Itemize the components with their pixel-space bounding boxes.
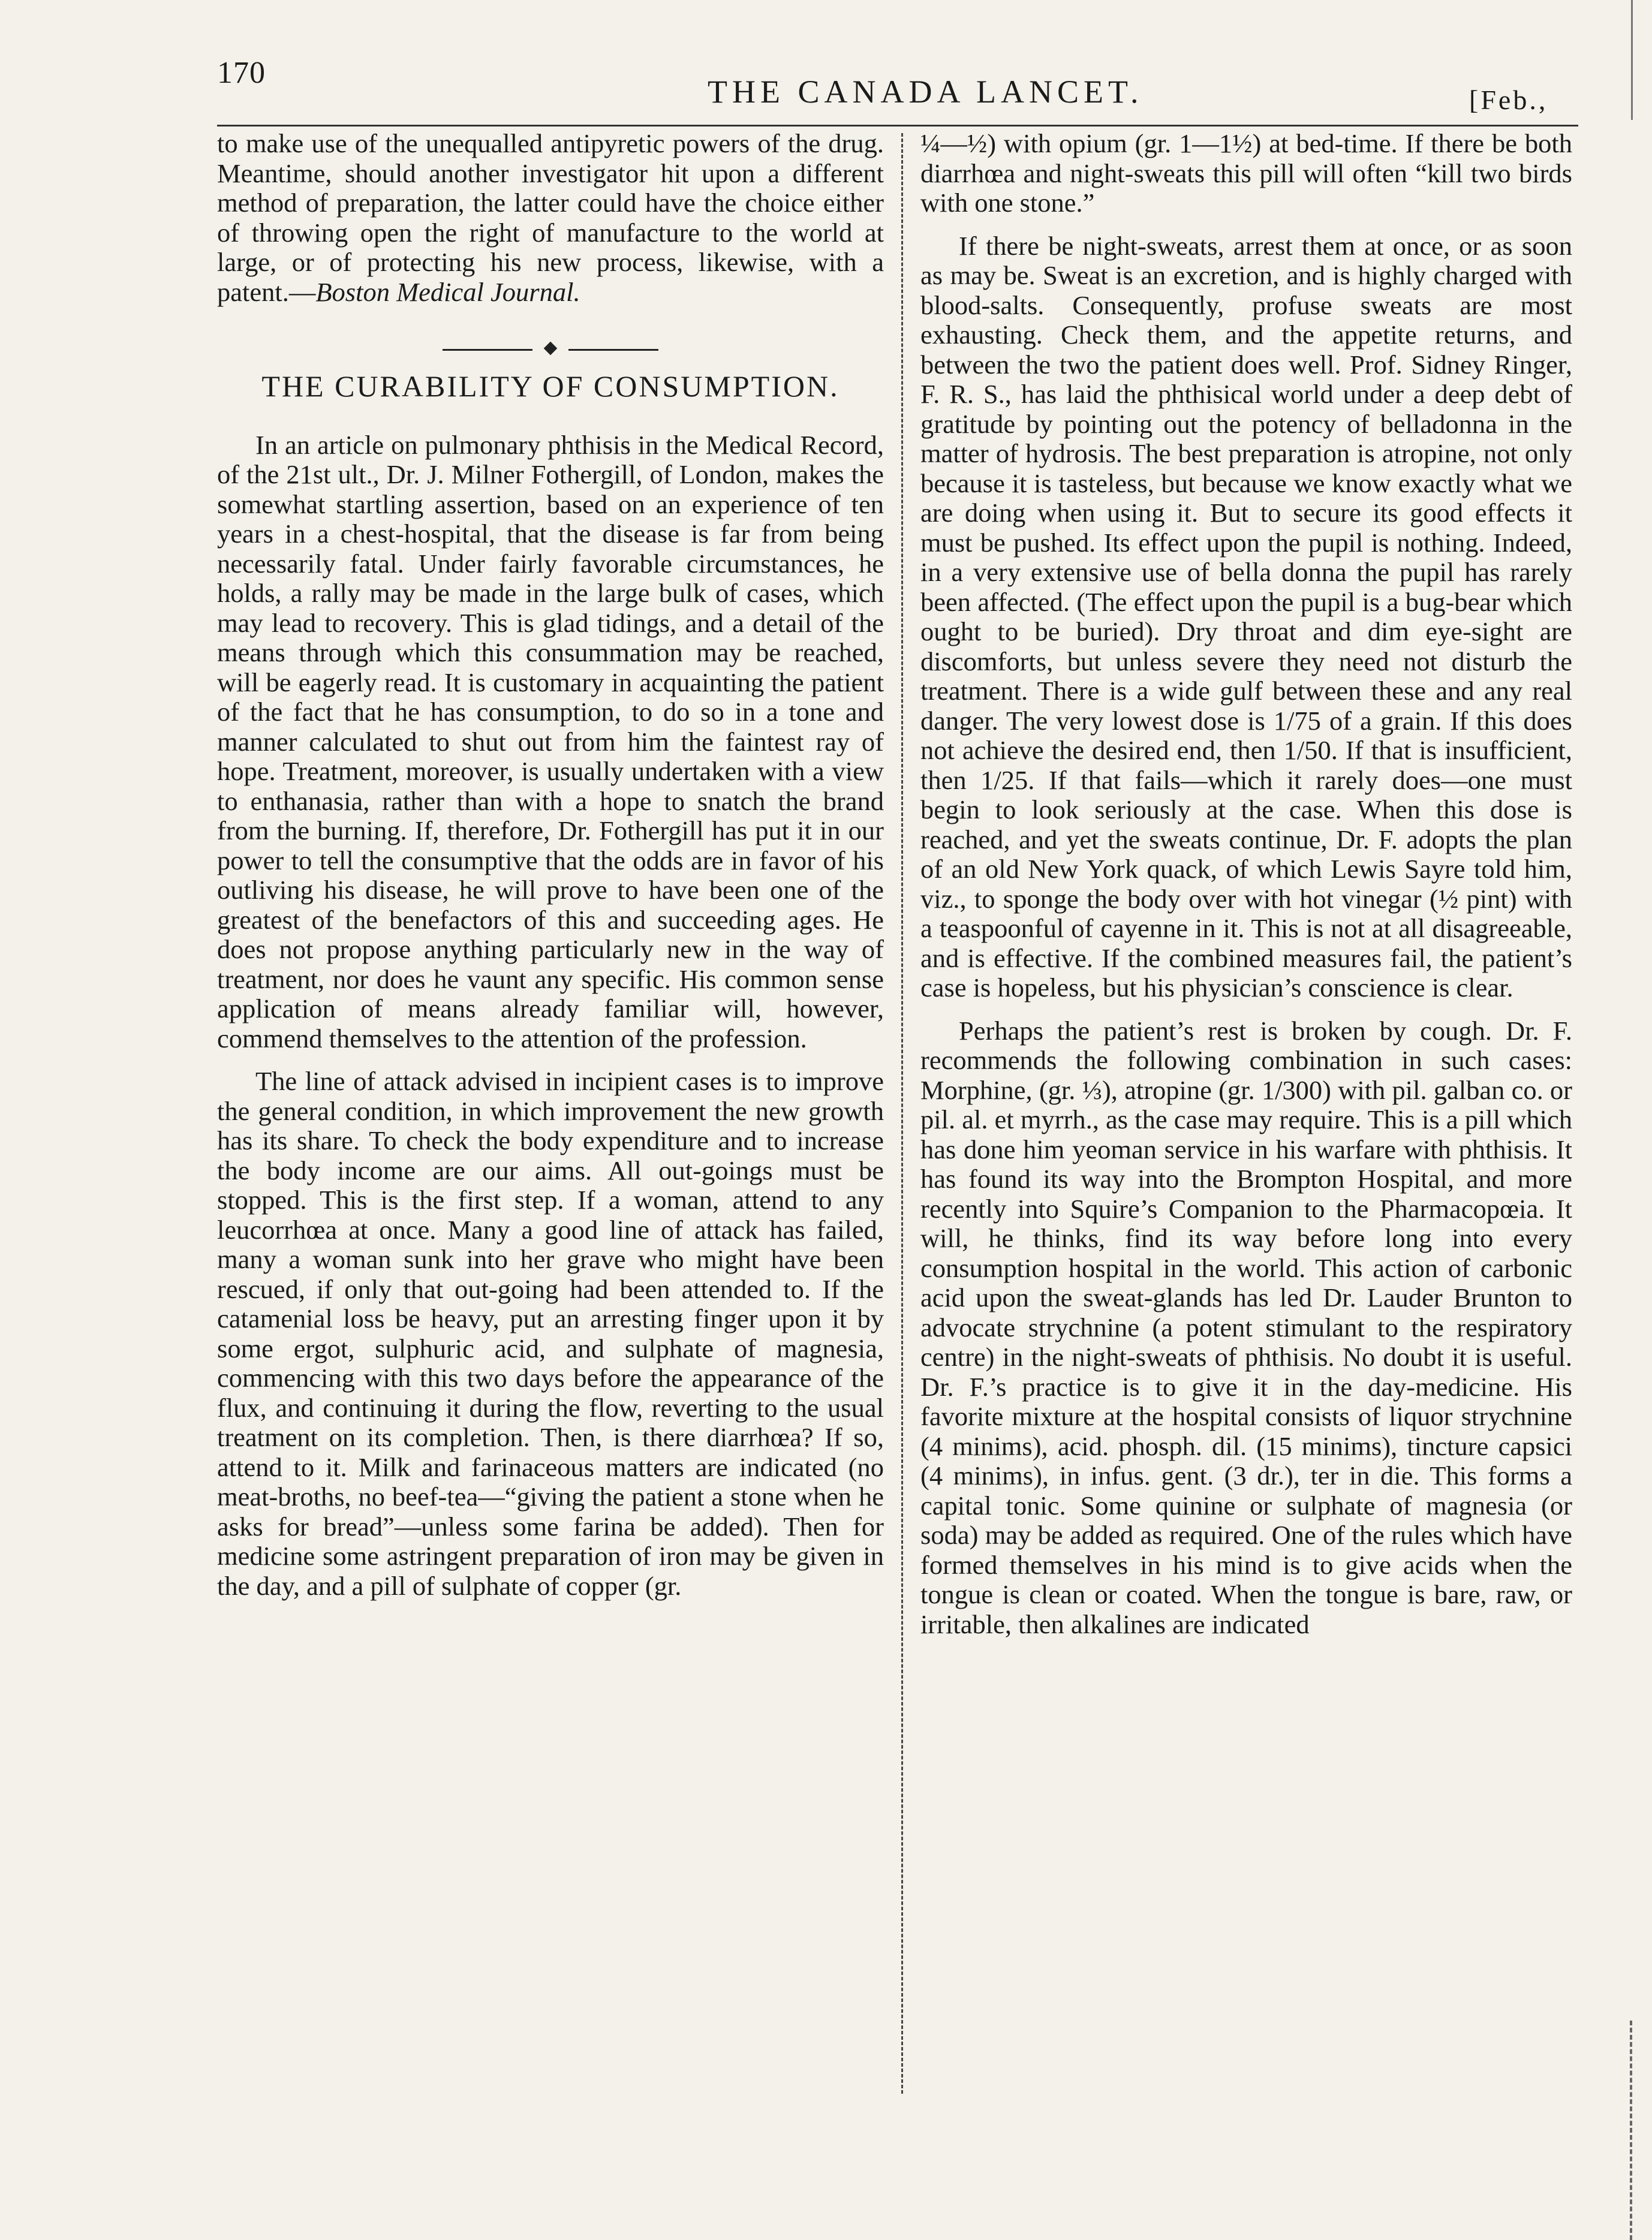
page-edge-mark-top <box>1631 0 1633 120</box>
continued-paragraph <box>217 129 884 307</box>
article-paragraph: ¼—½) with opium (gr. 1—1½) at bed-time. If there be both diarrhœa and night-sweats this pill will often “kill two birds with one stone.” <box>920 128 1572 218</box>
article-paragraph: Perhaps the patient’s rest is broken by cough. Dr. F. recommends the following combination in such cases: Morphine, (gr. ⅓), atropine (gr. 1/300) with pil. galban co. or pil. al. et myrrh., as the case may require. This is a pill which has done him yeoman service in his warfare with phthisis. It has found its way into the Brompton Hospital, and more recently into Squire’s Companion to the Pharmacopœia. It will, he thinks, find its way before long into every consumption hospital in the world. This action of carbonic acid upon the sweat-glands has led Dr. Lauder Brunton to advocate strychnine (a potent stimulant to the respiratory centre) in the night-sweats of phthisis. No doubt it is useful. Dr. F.’s practice is to give it in the day-medicine. His favorite mixture at the hospital consists of liquor strychnine (4 minims), acid. phosph. dil. (15 minims), tincture capsici (4 minims), in infus. gent. (3 dr.), ter in die. This forms a capital tonic. Some quinine or sulphate of magnesia (or soda) may be added as required. One of the rules which have formed themselves in his mind is to give acids when the tongue is clean or coated. When the tongue is bare, raw, or irritable, then alkalines are indicated <box>920 1015 1572 1639</box>
ornament-rule-right-line <box>568 349 658 351</box>
column-divider <box>901 133 903 2094</box>
ornament-rule <box>443 341 658 359</box>
article-paragraph: In an article on pulmonary phthisis in the Medical Record, of the 21st ult., Dr. J. Milner Fothergill, of London, makes the somewhat startling assertion, based on an experience of ten years in a chest-hospital, that the disease is far from being necessarily fatal. Under fairly favorable circumstances, he holds, a rally may be made in the large bulk of cases, which may lead to recovery. This is glad tidings, and a detail of the means through which this consummation may be reached, will be eagerly read. It is customary in acquainting the patient of the fact that he has consumption, to do so in a tone and manner calculated to shut out from him the faintest ray of hope. Treatment, moreover, is usually undertaken with a view to enthanasia, rather than with a hope to snatch the brand from the burning. If, therefore, Dr. Fothergill has put it in our power to tell the consumptive that the odds are in favor of his outliving his disease, he will prove to have been one of the greatest of the benefactors of this and succeeding ages. He does not propose anything particularly new in the way of treatment, nor does he vaunt any specific. His common sense application of means already familiar will, however, commend themselves to the attention of the profession. <box>217 429 884 1053</box>
continued-paragraph-text: to make use of the unequalled antipyretic powers of the drug. Meantime, should another investigator hit upon a different method of preparation, the latter could have the choice either of throwing open the right of manufacture to the world at large, or of protecting his new process, likewise, with a patent.— <box>217 128 884 307</box>
right-column <box>920 129 1572 1639</box>
header-rule <box>217 125 1578 127</box>
page-edge-mark-bottom <box>1630 2021 1632 2240</box>
month-tag: [Feb., <box>1469 85 1548 115</box>
left-column <box>217 129 884 1601</box>
article-paragraph: If there be night-sweats, arrest them at once, or as soon as may be. Sweat is an excretion, and is highly charged with blood-salts. Consequently, profuse sweats are most exhausting. Check them, and the appetite returns, and between the two the patient does well. Prof. Sidney Ringer, F. R. S., has laid the phthisical world under a deep debt of gratitude by pointing out the potency of belladonna in the matter of hydrosis. The best preparation is atropine, not only because it is tasteless, but because we know exactly what we are doing when using it. But to secure its good effects it must be pushed. Its effect upon the pupil is nothing. Indeed, in a very extensive use of bella donna the pupil has rarely been affected. (The effect upon the pupil is a bug-bear which ought to be buried). Dry throat and dim eye-sight are discomforts, but unless severe they need not disturb the treatment. There is a wide gulf between these and any real danger. The very lowest dose is 1/75 of a grain. If this does not achieve the desired end, then 1/50. If that is insufficient, then 1/25. If that fails—which it rarely does—one must begin to look seriously at the case. When this dose is reached, and yet the sweats continue, Dr. F. adopts the plan of an old New York quack, of which Lewis Sayre told him, viz., to sponge the body over with hot vinegar (½ pint) with a teaspoonful of cayenne in it. This is not at all disagreeable, and is effective. If the combined measures fail, the patient’s case is hopeless, but his physician’s conscience is clear. <box>920 230 1572 1002</box>
section-heading: THE CURABILITY OF CONSUMPTION. <box>261 369 839 403</box>
continued-source: Boston Medical Journal. <box>315 276 580 307</box>
page-number: 170 <box>217 56 266 90</box>
ornament-diamond-icon <box>544 342 558 356</box>
ornament-rule-left-line <box>443 349 532 351</box>
journal-title: THE CANADA LANCET. <box>708 74 1144 110</box>
article-paragraph: The line of attack advised in incipient cases is to improve the general condition, in which improvement the new growth has its share. To check the body expenditure and to increase the body income are our aims. All out-goings must be stopped. This is the first step. If a woman, attend to any leucorrhœa at once. Many a good line of attack has failed, many a woman sunk into her grave who might have been rescued, if only that out-going had been attended to. If the catamenial loss be heavy, put an arresting finger upon it by some ergot, sulphuric acid, and sulphate of magnesia, commencing with this two days before the appearance of the flux, and continuing it during the flow, reverting to the usual treatment on its completion. Then, is there diarrhœa? If so, attend to it. Milk and farinaceous matters are indicated (no meat-broths, no beef-tea—“giving the patient a stone when he asks for bread”—unless some farina be added). Then for medicine some astringent preparation of iron may be given in the day, and a pill of sulphate of copper (gr. <box>217 1066 884 1601</box>
